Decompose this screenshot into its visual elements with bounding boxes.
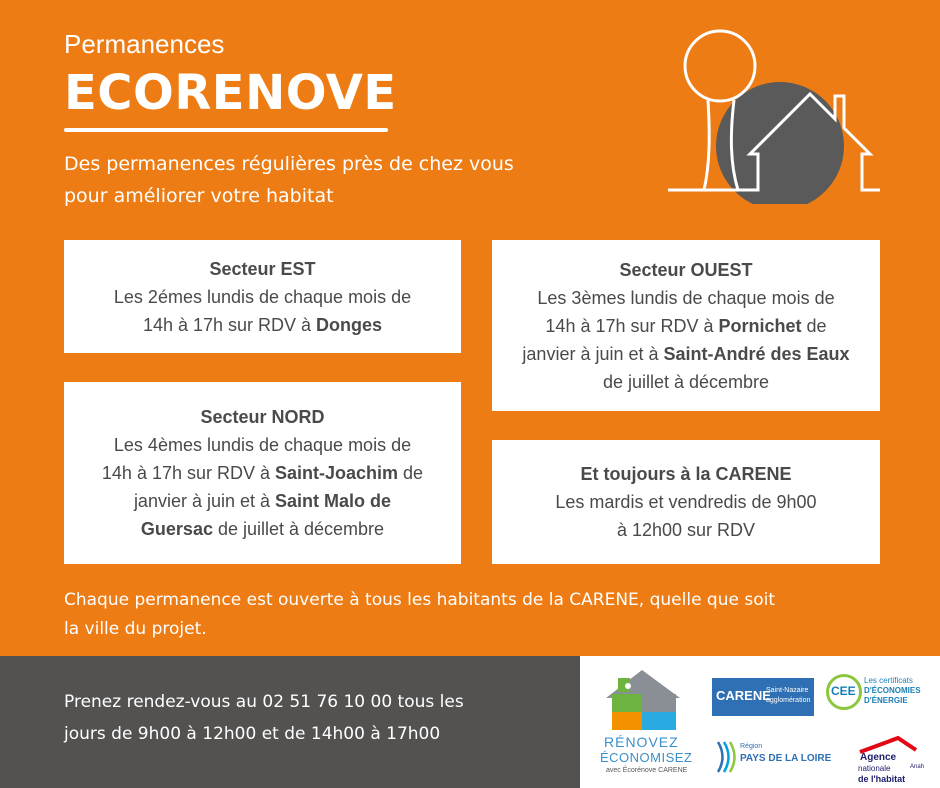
renovez-subtitle: avec Écorénove CARENE [606,767,688,774]
intro-line-2: pour améliorer votre habitat [64,185,334,207]
wave-lines-icon [714,740,736,774]
anah-roof-icon [858,734,918,754]
town-name: Guersac [140,519,213,539]
intro-text [64,148,624,212]
region-name: PAYS DE LA LOIRE [740,753,832,764]
card-heading: Secteur NORD [200,407,325,427]
anah-line-3: de l'habitat [858,774,906,784]
card-line: 14h à 17h sur RDV à Saint-Joachim de [101,463,424,483]
carene-sub-1: Saint-Nazaire [766,687,809,694]
pays-de-la-loire-logo [714,738,834,778]
card-line: Guersac de juillet à décembre [140,519,385,539]
town-name: Saint Malo de [275,491,392,511]
card-secteur-nord [64,382,461,564]
tree-house-illustration [660,14,890,204]
intro-line-1: Des permanences régulières près de chez vous [64,153,514,175]
cee-logo [826,674,938,718]
card-line: 14h à 17h sur RDV à Pornichet de [545,315,827,336]
cee-badge: CEE [831,684,856,698]
card-line: Les 4èmes lundis de chaque mois de [113,435,412,455]
carene-logo [712,678,814,718]
anah-line-1: Agence [860,752,897,763]
town-name: Saint-Joachim [275,463,399,483]
puzzle-house-icon [598,664,692,734]
note-line-2: la ville du projet. [64,619,207,639]
card-secteur-ouest [492,240,880,411]
partner-logos-panel [580,656,940,788]
renovez-line-2: ÉCONOMISEZ [600,750,693,765]
town-name: Donges [316,314,383,335]
availability-note [64,586,904,644]
card-carene [492,440,880,564]
page-kicker: Permanences [64,29,225,59]
card-heading: Secteur OUEST [619,259,753,280]
renovez-economisez-logo [598,664,692,786]
region-small-label: Région [740,743,763,750]
cee-line-2: D'ÉCONOMIES [864,686,921,695]
tree-crown-icon [685,31,755,101]
anah-mark: Anah [910,764,925,770]
card-line: de juillet à décembre [602,371,770,392]
town-name: Saint-André des Eaux [663,343,850,364]
contact-line-2: jours de 9h00 à 12h00 et de 14h00 à 17h00 [64,724,441,744]
contact-text [64,686,564,750]
card-line: janvier à juin et à Saint Malo de [133,491,392,511]
card-line: à 12h00 sur RDV [616,520,756,540]
card-line: janvier à juin et à Saint-André des Eaux [522,343,850,364]
cee-line-3: D'ÉNERGIE [864,696,908,705]
card-line: Les 3èmes lundis de chaque mois de [537,287,835,308]
card-line: Les mardis et vendredis de 9h00 [555,492,817,512]
card-heading: Secteur EST [209,258,316,279]
card-heading: Et toujours à la CARENE [580,464,792,484]
page-title: ECORENOVE [64,65,397,121]
carene-sub-2: agglomération [766,697,811,704]
note-line-1: Chaque permanence est ouverte à tous les habitants de la CARENE, quelle que soit [64,590,776,610]
anah-line-2: nationale [858,764,891,773]
carene-name: CARENE [716,688,771,703]
renovez-line-1: RÉNOVEZ [604,734,679,750]
title-underline [64,128,388,132]
card-line: Les 2émes lundis de chaque mois de [113,286,412,307]
card-line: 14h à 17h sur RDV à Donges [142,314,383,335]
contact-line-1: Prenez rendez-vous au 02 51 76 10 00 tous les [64,692,464,712]
card-secteur-est [64,240,461,353]
cee-line-1: Les certificats [864,676,913,685]
anah-logo [852,734,936,786]
town-name: Pornichet [718,315,802,336]
